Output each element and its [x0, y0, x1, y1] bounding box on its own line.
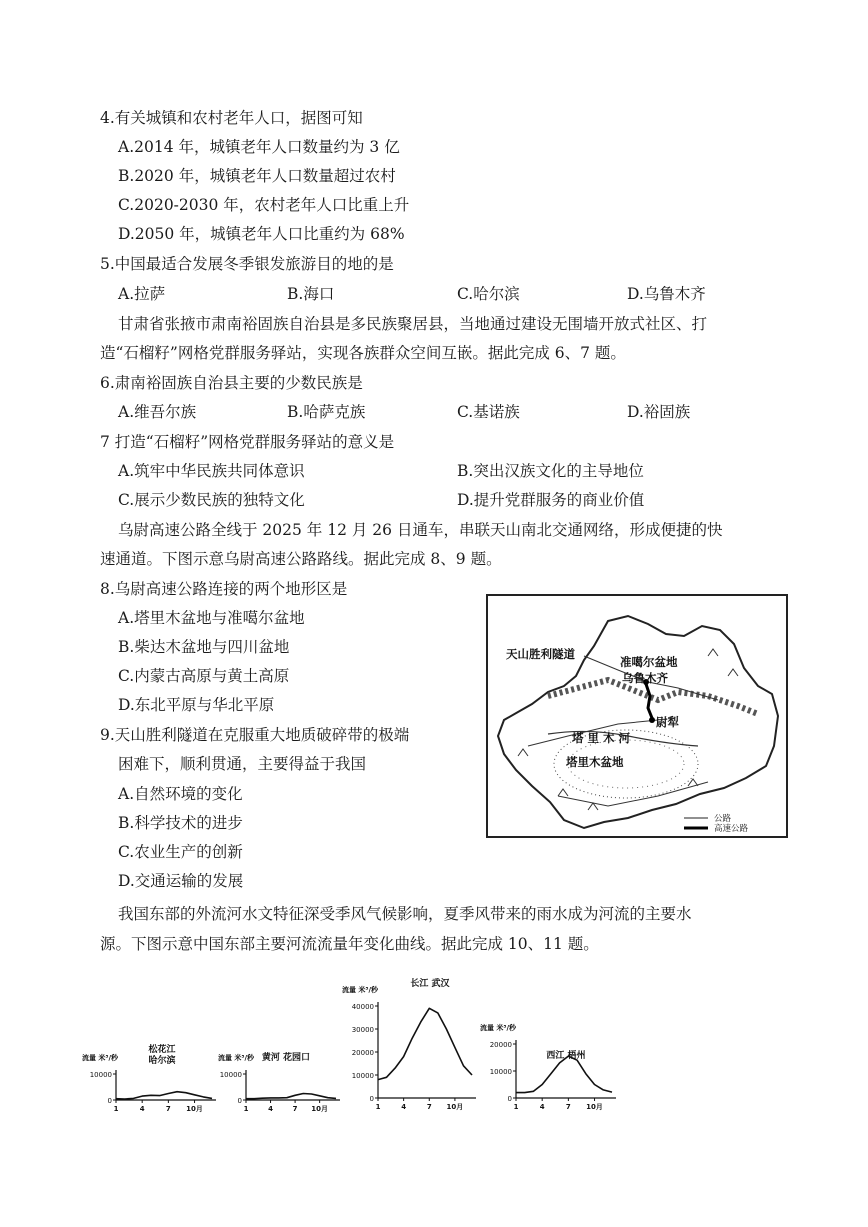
y-axis-label: 流量 米³/秒	[218, 1054, 255, 1062]
question-4-option-b: B.2020 年，城镇老年人口数量超过农村	[118, 167, 396, 185]
legend-highway-label: 高速公路	[714, 824, 749, 834]
chart-title: 黄河 花园口	[261, 1053, 311, 1063]
x-tick-label: 4	[139, 1105, 145, 1113]
y-tick-label: 40000	[351, 1003, 374, 1011]
x-tick-label: 10月	[311, 1105, 329, 1113]
question-8-option-d: D.东北平原与华北平原	[118, 696, 275, 714]
chart-title: 松花江	[148, 1045, 176, 1055]
x-tick-label: 4	[268, 1105, 273, 1113]
x-tick-label: 7	[165, 1105, 171, 1113]
x-tick-label: 10月	[446, 1103, 464, 1111]
flow-line	[246, 1094, 336, 1099]
x-tick-label: 1	[513, 1103, 519, 1111]
x-tick-label: 7	[292, 1105, 298, 1113]
x-tick-label: 4	[539, 1103, 545, 1111]
yuli-marker	[649, 717, 655, 723]
question-5-option-a: A.拉萨	[118, 285, 166, 303]
label-junggar-basin: 准噶尔盆地	[620, 655, 678, 669]
chart-changjiang-wuhan	[340, 966, 482, 1120]
question-6-option-a: A.维吾尔族	[118, 403, 197, 421]
map-drawing	[488, 596, 786, 836]
question-9-option-b: B.科学技术的进步	[118, 814, 243, 832]
chart-title: 哈尔滨	[148, 1056, 176, 1066]
question-5-option-b: B.海口	[287, 285, 335, 303]
question-5-option-d: D.乌鲁木齐	[627, 285, 706, 303]
x-tick-label: 10月	[186, 1105, 203, 1113]
question-9-stem-line-2: 困难下，顺利贯通，主要得益于我国	[118, 755, 367, 773]
x-tick-label: 4	[401, 1103, 407, 1111]
y-tick-label: 10000	[219, 1071, 242, 1079]
question-6-option-c: C.基诺族	[457, 403, 520, 421]
question-8-stem: 8.乌尉高速公路连接的两个地形区是	[100, 580, 348, 598]
x-tick-label: 1	[113, 1105, 119, 1113]
label-tarim-basin: 塔里木盆地	[566, 755, 624, 769]
x-tick-label: 1	[243, 1105, 249, 1113]
question-4-option-d: D.2050 年，城镇老年人口比重约为 68%	[118, 225, 405, 243]
question-7-stem: 7 打造“石榴籽”网格党群服务驿站的意义是	[100, 433, 395, 451]
question-8-option-b: B.柴达木盆地与四川盆地	[118, 638, 290, 656]
chart-title: 长江 武汉	[410, 979, 450, 989]
passage-3-line-1: 我国东部的外流河水文特征深受季风气候影响，夏季风带来的雨水成为河流的主要水	[118, 905, 692, 923]
label-tarim-river: 塔 里 木 河	[572, 731, 631, 745]
passage-2-line-2: 速通道。下图示意乌尉高速公路路线。据此完成 8、9 题。	[100, 550, 502, 568]
y-tick-label: 0	[369, 1095, 374, 1103]
question-5-option-c: C.哈尔滨	[457, 285, 520, 303]
y-tick-label: 10000	[351, 1072, 374, 1080]
question-7-option-b: B.突出汉族文化的主导地位	[457, 462, 644, 480]
legend-road-label: 公路	[714, 814, 732, 824]
question-9-option-d: D.交通运输的发展	[118, 872, 244, 890]
label-tunnel: 天山胜利隧道	[506, 647, 575, 661]
y-tick-label: 10000	[89, 1071, 112, 1079]
label-yuli: 尉犁	[656, 715, 679, 729]
x-tick-label: 1	[375, 1103, 381, 1111]
question-4-stem: 4.有关城镇和农村老年人口，据图可知	[100, 109, 363, 127]
question-5-stem: 5.中国最适合发展冬季银发旅游目的地的是	[100, 255, 394, 273]
question-6-option-b: B.哈萨克族	[287, 403, 366, 421]
passage-3-line-2: 源。下图示意中国东部主要河流流量年变化曲线。据此完成 10、11 题。	[100, 935, 599, 953]
y-tick-label: 0	[107, 1097, 112, 1105]
flow-line	[378, 1008, 472, 1079]
question-6-option-d: D.裕固族	[627, 403, 691, 421]
question-8-option-a: A.塔里木盆地与准噶尔盆地	[118, 609, 305, 627]
y-tick-label: 20000	[351, 1049, 374, 1057]
y-tick-label: 10000	[489, 1068, 512, 1076]
y-axis-label: 流量 米³/秒	[480, 1024, 517, 1032]
y-tick-label: 0	[237, 1097, 242, 1105]
question-9-option-c: C.农业生产的创新	[118, 843, 243, 861]
question-9-stem-line-1: 9.天山胜利隧道在克服重大地质破碎带的极端	[100, 726, 410, 744]
question-4-option-a: A.2014 年，城镇老年人口数量约为 3 亿	[118, 138, 400, 156]
question-9-option-a: A.自然环境的变化	[118, 785, 243, 803]
passage-2-line-1: 乌尉高速公路全线于 2025 年 12 月 26 日通车，串联天山南北交通网络，形成便捷的快	[118, 521, 723, 539]
x-tick-label: 7	[426, 1103, 432, 1111]
question-6-stem: 6.肃南裕固族自治县主要的少数民族是	[100, 374, 363, 392]
y-axis-label: 流量 米³/秒	[342, 986, 379, 994]
chart-huanghe-huayuankou	[216, 1040, 346, 1120]
chart-xijiang-wuzhou	[478, 1022, 624, 1120]
question-7-option-c: C.展示少数民族的独特文化	[118, 491, 305, 509]
label-urumqi: 乌鲁木齐	[622, 671, 668, 685]
question-4-option-c: C.2020-2030 年，农村老年人口比重上升	[118, 196, 410, 214]
wuyu-highway	[646, 684, 652, 718]
flow-line	[516, 1056, 612, 1093]
x-tick-label: 7	[565, 1103, 571, 1111]
x-tick-label: 10月	[586, 1103, 603, 1111]
chart-title: 西江 梧州	[546, 1051, 586, 1061]
y-tick-label: 30000	[351, 1026, 374, 1034]
flow-line	[116, 1092, 212, 1099]
y-tick-label: 20000	[489, 1041, 512, 1049]
passage-1-line-2: 造“石榴籽”网格党群服务驿站，实现各族群众空间互嵌。据此完成 6、7 题。	[100, 344, 626, 362]
passage-1-line-1: 甘肃省张掖市肃南裕固族自治县是多民族聚居县，当地通过建设无围墙开放式社区、打	[118, 315, 708, 333]
y-tick-label: 0	[507, 1095, 512, 1103]
y-axis-label: 流量 米³/秒	[82, 1054, 119, 1062]
question-8-option-c: C.内蒙古高原与黄土高原	[118, 667, 290, 685]
xinjiang-highway-map	[486, 594, 788, 838]
question-7-option-d: D.提升党群服务的商业价值	[457, 491, 645, 509]
question-7-option-a: A.筑牢中华民族共同体意识	[118, 462, 305, 480]
chart-songhua-harbin	[80, 1040, 220, 1120]
